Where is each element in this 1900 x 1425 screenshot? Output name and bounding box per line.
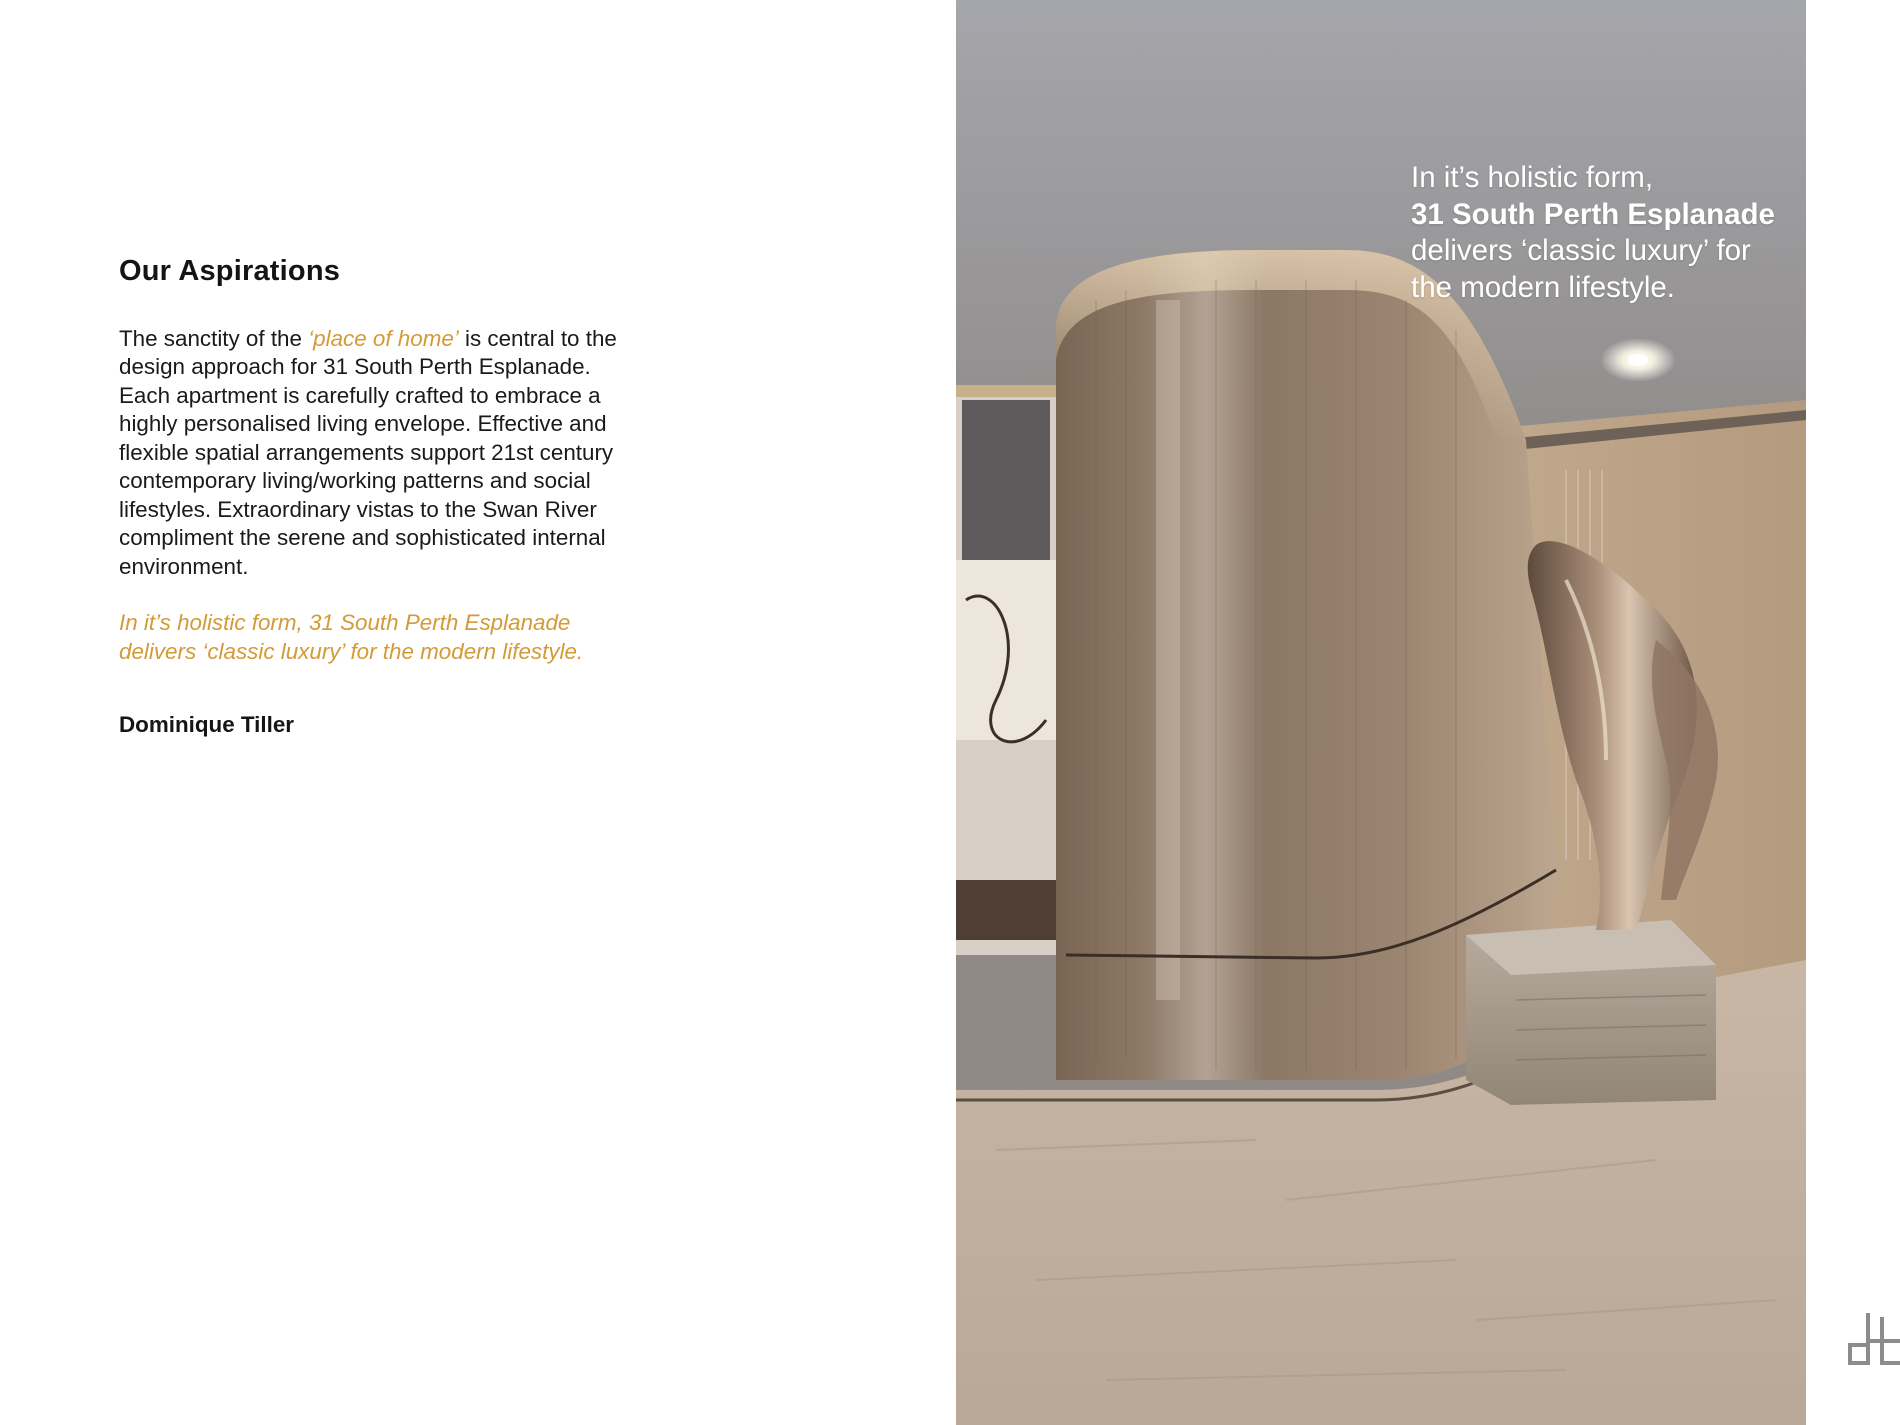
- author-name: Dominique Tiller: [119, 712, 295, 738]
- body-paragraph: [119, 325, 619, 582]
- overlay-line-1: In it’s holistic form,: [1411, 161, 1654, 194]
- body-text-start: The sanctity of the: [119, 325, 309, 351]
- overlay-line-bold: 31 South Perth Esplanade: [1411, 197, 1775, 231]
- text-column: [119, 254, 649, 738]
- overlay-line-4: the modern lifestyle.: [1411, 270, 1675, 304]
- body-text-end: is central to the design approach for 31 South Perth Esplanade. Each apartment is carefully crafted to embrace a highly personalised living envelope. Effective and flexible spatial arrangements support 21st century contemporary living/working patterns and social lifestyles. Extraordinary vistas to the Swan River compliment the serene and sophisticated internal environment.: [119, 325, 617, 579]
- body-highlight: ‘place of home’: [308, 325, 459, 351]
- pull-quote: In it’s holistic form, 31 South Perth Esplanade delivers ‘classic luxury’ for the modern lifestyle.: [119, 610, 584, 664]
- photo-overlay-quote: [1411, 160, 1806, 306]
- dt-monogram-logo-icon: [1846, 1311, 1900, 1367]
- page-title: Our Aspirations: [119, 255, 341, 287]
- interior-photo: [956, 0, 1806, 1425]
- overlay-line-3: delivers ‘classic luxury’ for: [1411, 234, 1751, 267]
